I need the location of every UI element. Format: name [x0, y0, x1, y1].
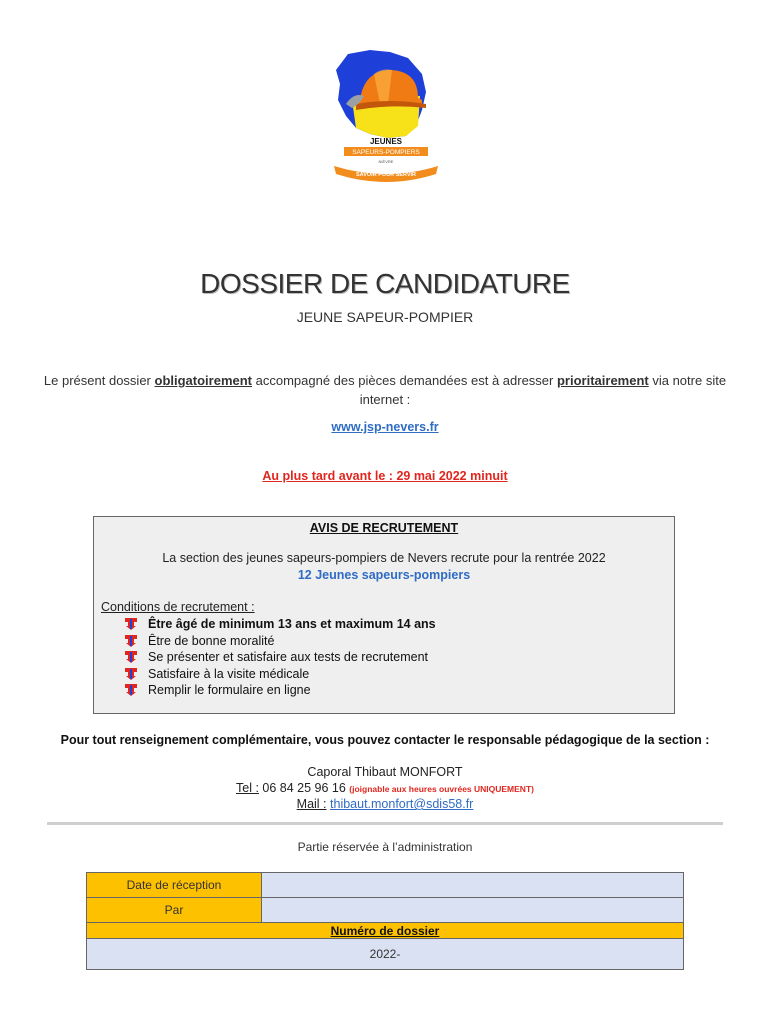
dossier-number-field[interactable]: 2022- [87, 939, 684, 970]
par-label: Par [87, 898, 262, 923]
email-label: Mail : [296, 797, 327, 811]
recruitment-count: 12 Jeunes sapeurs-pompiers [297, 568, 471, 582]
intro-text-1: Le présent dossier [43, 373, 155, 388]
logo-text-motto: SAVOIR POUR SERVIR [355, 172, 417, 178]
condition-item [124, 633, 436, 650]
phone-note: (joignable aux heures ouvrées UNIQUEMENT) [349, 784, 534, 794]
logo-text-jeunes: JEUNES [369, 137, 403, 146]
conditions-heading: Conditions de recrutement : [101, 600, 255, 614]
condition-item [124, 682, 436, 699]
condition-text: Être âgé de minimum 13 ans et maximum 14 ans [148, 617, 436, 631]
phone-number[interactable]: 06 84 25 96 16 [258, 781, 350, 795]
par-field[interactable] [262, 898, 684, 923]
conditions-list [124, 616, 436, 699]
table-row [87, 939, 684, 970]
logo-text-nievre: NIÈVRE [378, 159, 394, 164]
reception-date-label: Date de réception [87, 873, 262, 898]
contact-name: Caporal Thibaut MONFORT [307, 765, 463, 779]
intro-paragraph [40, 371, 730, 409]
contact-heading: Pour tout renseignement complémentaire, vous pouvez contacter le responsable pédagogique de la section : [60, 733, 710, 747]
arrow-bullet-icon [124, 634, 138, 648]
contact-phone [0, 781, 770, 795]
email-link[interactable]: thibaut.monfort@sdis58.fr [330, 797, 474, 811]
recruitment-text: La section des jeunes sapeurs-pompiers de Nevers recrute pour la rentrée 2022 [162, 551, 606, 565]
jsp-logo [330, 48, 442, 182]
intro-text-3: via notre site internet : [359, 373, 727, 407]
admin-section-label: Partie réservée à l’administration [297, 840, 473, 854]
condition-text: Satisfaire à la visite médicale [148, 666, 310, 681]
dossier-number-label: Numéro de dossier [87, 923, 684, 939]
section-divider [47, 822, 723, 825]
condition-item [124, 649, 436, 666]
arrow-bullet-icon [124, 683, 138, 697]
recruitment-title: AVIS DE RECRUTEMENT [309, 521, 459, 535]
logo-text-sapeurs: SAPEURS-POMPIERS [352, 149, 420, 156]
page-subtitle: JEUNE SAPEUR-POMPIER [296, 309, 474, 325]
condition-item [124, 666, 436, 683]
recruitment-notice-box [93, 516, 675, 714]
condition-text: Se présenter et satisfaire aux tests de recrutement [148, 650, 428, 664]
page-title: DOSSIER DE CANDIDATURE [200, 268, 570, 299]
website-link[interactable]: www.jsp-nevers.fr [331, 420, 439, 434]
condition-text: Remplir le formulaire en ligne [148, 683, 311, 697]
reception-date-field[interactable] [262, 873, 684, 898]
deadline-notice: Au plus tard avant le : 29 mai 2022 minuit [262, 469, 508, 483]
contact-email [0, 797, 770, 811]
phone-label: Tel : [236, 781, 259, 795]
intro-emphasis-prioritairement: prioritairement [556, 373, 649, 388]
arrow-bullet-icon [124, 650, 138, 664]
intro-emphasis-obligatoirement: obligatoirement [154, 373, 253, 388]
admin-table [86, 872, 684, 970]
table-row [87, 898, 684, 923]
intro-text-2: accompagné des pièces demandées est à adresser [252, 373, 557, 388]
table-row [87, 923, 684, 939]
arrow-bullet-icon [124, 617, 138, 631]
arrow-bullet-icon [124, 667, 138, 681]
condition-text: Être de bonne moralité [148, 633, 275, 648]
table-row [87, 873, 684, 898]
condition-item [124, 616, 436, 633]
